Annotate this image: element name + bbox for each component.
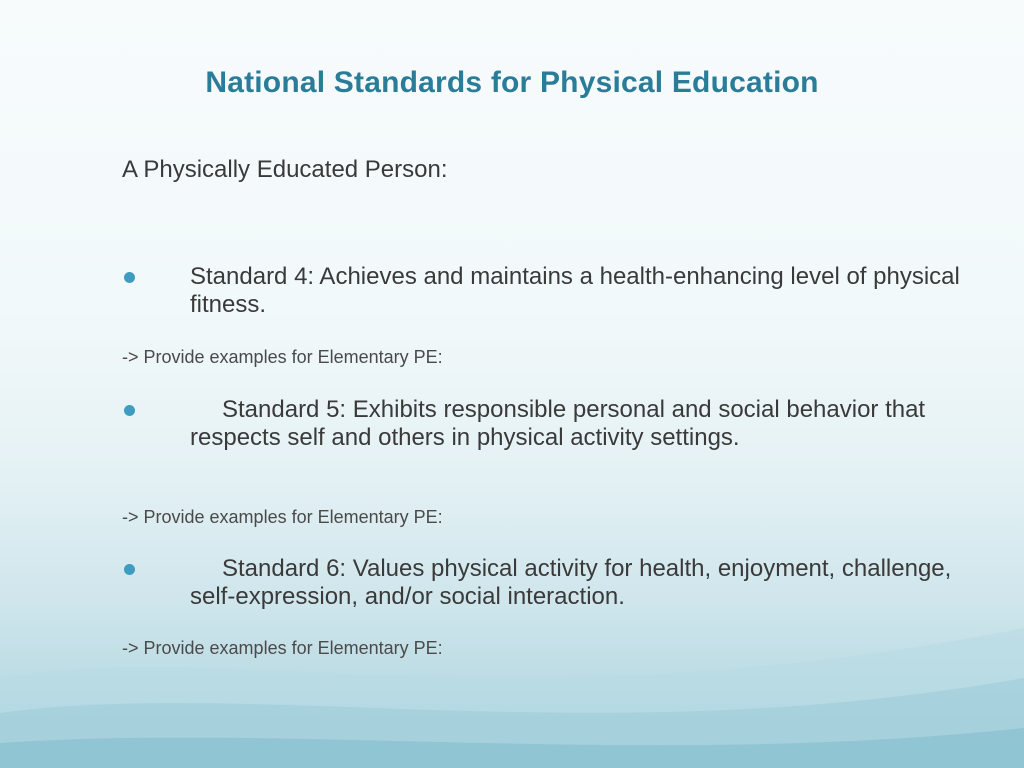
slide-title: National Standards for Physical Education <box>205 66 819 99</box>
note-text: -> Provide examples for Elementary PE: <box>122 347 443 367</box>
lead-text: A Physically Educated Person: <box>122 156 448 183</box>
bullet-text: Standard 6: Values physical activity for health, enjoyment, challenge, self-expression, and/or social interaction. <box>190 555 952 610</box>
bullet-icon <box>124 272 135 283</box>
bullet-icon <box>124 564 135 575</box>
bullet-text: Standard 4: Achieves and maintains a health-enhancing level of physical fitness. <box>190 263 960 318</box>
note-text: -> Provide examples for Elementary PE: <box>122 638 443 658</box>
bullet-text: Standard 5: Exhibits responsible personal and social behavior that respects self and others in physical activity settings. <box>190 396 926 451</box>
note-text: -> Provide examples for Elementary PE: <box>122 507 443 527</box>
bullet-icon <box>124 405 135 416</box>
